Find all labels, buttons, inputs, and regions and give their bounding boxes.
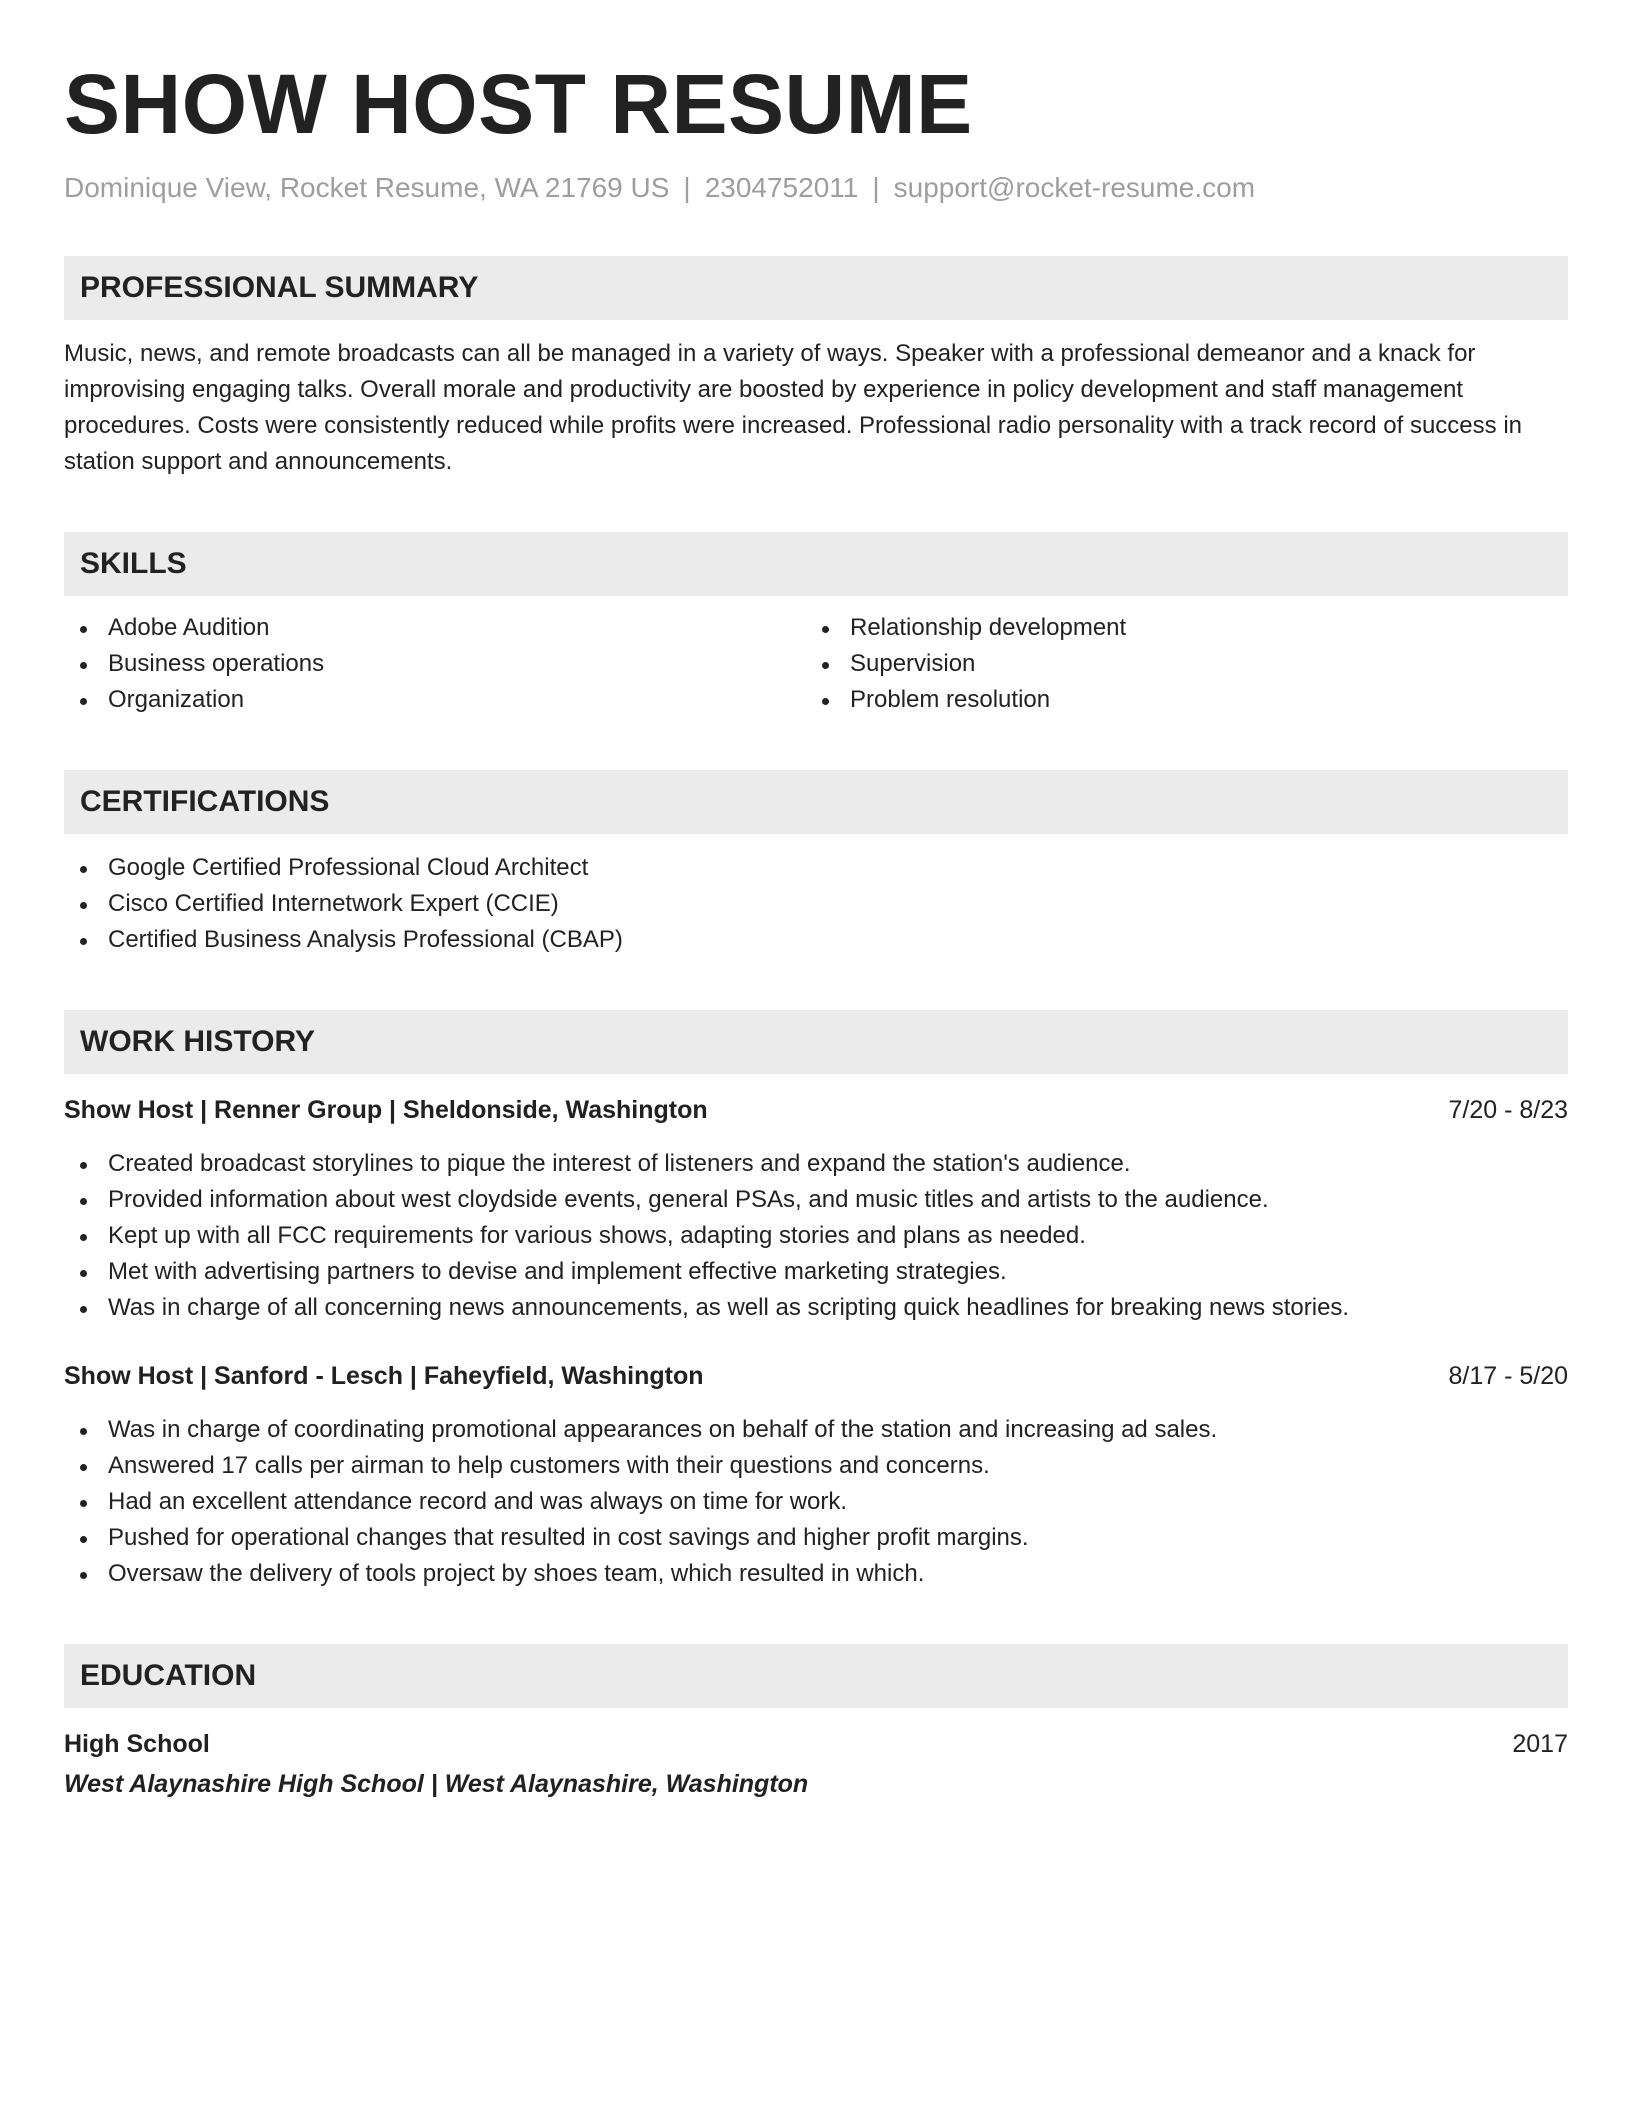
certification-item: Certified Business Analysis Professional (CBAP) (64, 922, 1568, 958)
job-bullets (64, 1146, 1568, 1326)
education-degree: High School (64, 1730, 210, 1758)
skill-item: Business operations (64, 646, 806, 682)
section-heading-skills: SKILLS (64, 532, 1568, 596)
contact-phone: 2304752011 (704, 172, 859, 203)
job-header (64, 1092, 1568, 1128)
job-bullet: Provided information about west cloydside events, general PSAs, and music titles and artists to the audience. (64, 1182, 1568, 1218)
job-dates: 8/17 - 5/20 (1448, 1362, 1568, 1390)
page-title: SHOW HOST RESUME (64, 57, 973, 151)
contact-address: Dominique View, Rocket Resume, WA 21769 US (64, 172, 670, 203)
job-entry (64, 1358, 1568, 1592)
job-entry (64, 1092, 1568, 1326)
job-bullet: Answered 17 calls per airman to help customers with their questions and concerns. (64, 1448, 1568, 1484)
job-header (64, 1358, 1568, 1394)
summary-text: Music, news, and remote broadcasts can all be managed in a variety of ways. Speaker with a professional demeanor and a knack for improvising engaging talks. Overall morale and productivity are boosted by experience in policy development and staff management procedures. Costs were consistently reduced while profits were increased. Professional radio personality with a track record of success in station support and announcements. (64, 340, 1522, 475)
skill-item: Organization (64, 682, 806, 718)
job-bullet: Met with advertising partners to devise and implement effective marketing strategies. (64, 1254, 1568, 1290)
job-bullet: Was in charge of all concerning news announcements, as well as scripting quick headlines for breaking news stories. (64, 1290, 1568, 1326)
skill-item: Supervision (806, 646, 1548, 682)
job-title: Show Host | Sanford - Lesch | Faheyfield, Washington (64, 1362, 704, 1390)
section-heading-education: EDUCATION (64, 1644, 1568, 1708)
job-bullet: Was in charge of coordinating promotional appearances on behalf of the station and increasing ad sales. (64, 1412, 1568, 1448)
certification-item: Google Certified Professional Cloud Architect (64, 850, 1568, 886)
job-bullet: Had an excellent attendance record and was always on time for work. (64, 1484, 1568, 1520)
job-bullet: Pushed for operational changes that resulted in cost savings and higher profit margins. (64, 1520, 1568, 1556)
contact-email: support@rocket-resume.com (893, 172, 1256, 203)
certifications-list (64, 850, 1568, 958)
education-year: 2017 (1512, 1730, 1568, 1758)
skill-item: Adobe Audition (64, 610, 806, 646)
job-bullet: Oversaw the delivery of tools project by shoes team, which resulted in which. (64, 1556, 1568, 1592)
job-bullet: Created broadcast storylines to pique the interest of listeners and expand the station's audience. (64, 1146, 1568, 1182)
education-school: West Alaynashire High School | West Alaynashire, Washington (64, 1770, 809, 1798)
skill-item: Problem resolution (806, 682, 1548, 718)
contact-separator: | (683, 172, 691, 203)
section-heading-certifications: CERTIFICATIONS (64, 770, 1568, 834)
job-title: Show Host | Renner Group | Sheldonside, Washington (64, 1096, 708, 1124)
skills-list-right (806, 610, 1548, 718)
section-heading-summary: PROFESSIONAL SUMMARY (64, 256, 1568, 320)
contact-separator: | (872, 172, 880, 203)
contact-line (64, 170, 1568, 206)
section-heading-work-history: WORK HISTORY (64, 1010, 1568, 1074)
skill-item: Relationship development (806, 610, 1548, 646)
job-bullets (64, 1412, 1568, 1592)
education-header (64, 1726, 1568, 1762)
job-bullet: Kept up with all FCC requirements for various shows, adapting stories and plans as needed. (64, 1218, 1568, 1254)
job-dates: 7/20 - 8/23 (1448, 1096, 1568, 1124)
skills-list-left (64, 610, 806, 718)
certification-item: Cisco Certified Internetwork Expert (CCIE) (64, 886, 1568, 922)
skills-grid (64, 610, 1568, 718)
resume-page (64, 54, 1568, 1802)
